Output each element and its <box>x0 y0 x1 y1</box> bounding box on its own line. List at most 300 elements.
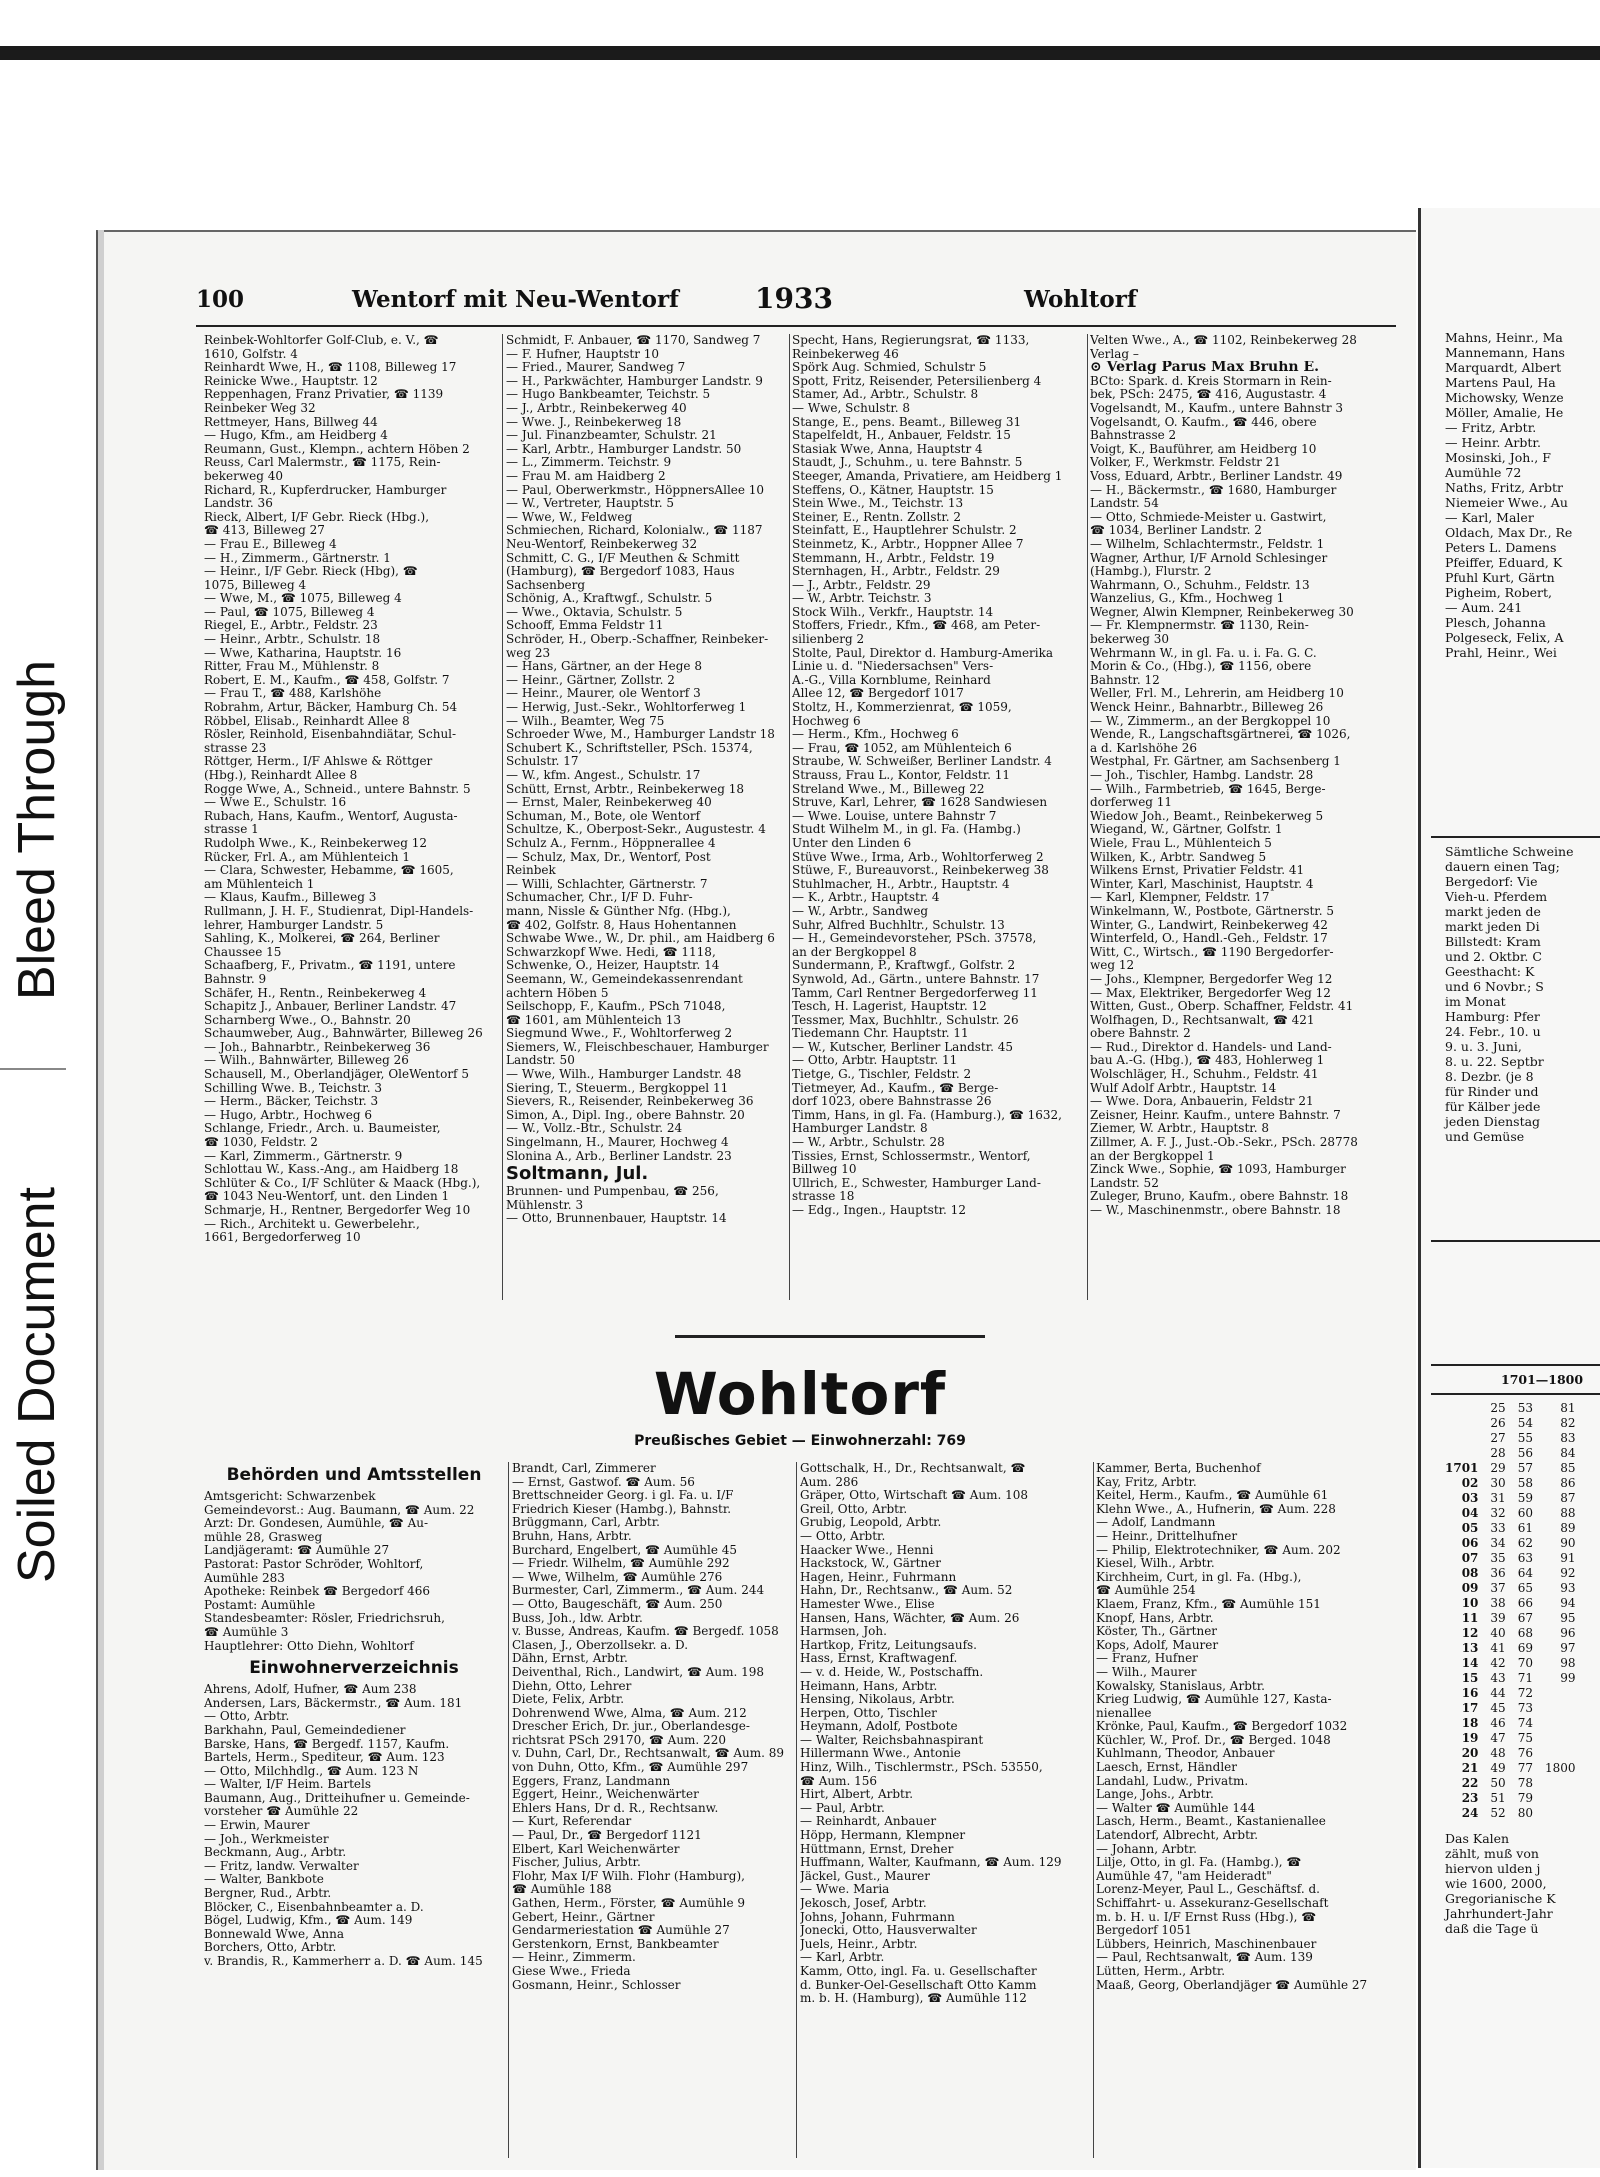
calendar-cell: 75 <box>1517 1731 1533 1745</box>
directory-entry: — Frau, ☎ 1052, am Mühlenteich 6 <box>792 741 1012 755</box>
directory-entry: Schmiechen, Richard, Kolonialw., ☎ 1187 <box>506 524 763 538</box>
directory-entry: Stoltz, H., Kommerzienrat, ☎ 1059, <box>792 701 1012 715</box>
calendar-row <box>1439 1791 1582 1806</box>
calendar-cell: 07 <box>1461 1551 1479 1565</box>
directory-entry: Schubert K., Schriftsteller, PSch. 15374, <box>506 741 753 755</box>
directory-entry: Schwenke, O., Heizer, Hauptstr. 14 <box>506 959 720 973</box>
calendar-cell: 83 <box>1560 1431 1576 1445</box>
bleed-through-text: Bleed Through <box>8 659 66 1001</box>
directory-entry: für Rinder und <box>1445 1084 1539 1099</box>
calendar-cell: 68 <box>1517 1626 1533 1640</box>
directory-entry: ☎ 1030, Feldstr. 2 <box>204 1136 318 1150</box>
calendar-cell: 62 <box>1517 1536 1533 1550</box>
directory-entry: Herpen, Otto, Tischler <box>800 1706 937 1720</box>
directory-entry: Huffmann, Walter, Kaufmann, ☎ Aum. 129 <box>800 1856 1062 1870</box>
directory-entry: Stamer, Ad., Arbtr., Schulstr. 8 <box>792 388 979 402</box>
directory-entry: Strauss, Frau L., Kontor, Feldstr. 11 <box>792 769 1011 782</box>
directory-entry: Spott, Fritz, Reisender, Petersilienberg 4 <box>792 374 1042 388</box>
directory-entry: Sahling, K., Molkerei, ☎ 264, Berliner <box>204 932 440 946</box>
directory-entry: Jonecki, Otto, Hausverwalter <box>800 1924 977 1938</box>
directory-entry: Hagen, Heinr., Fuhrmann <box>800 1570 957 1584</box>
directory-entry: — Reinhardt, Anbauer <box>800 1815 937 1829</box>
directory-entry: — Heinr. Arbtr. <box>1445 435 1541 450</box>
directory-entry: — Frau T., ☎ 488, Karlshöhe <box>204 687 382 701</box>
directory-entry: — Kurt, Referendar <box>512 1815 632 1829</box>
directory-entry: Haacker Wwe., Henni <box>800 1543 934 1557</box>
directory-entry: Specht, Hans, Regierungsrat, ☎ 1133, <box>792 334 1030 347</box>
calendar-table <box>1439 1401 1582 1821</box>
directory-entry: strasse 18 <box>792 1190 855 1204</box>
directory-entry: Gerstenkorn, Ernst, Bankbeamter <box>512 1937 719 1951</box>
directory-entry: Harmsen, Joh. <box>800 1625 887 1639</box>
directory-entry: Schaumweber, Aug., Bahnwärter, Billeweg 26 <box>204 1027 483 1041</box>
directory-entry: Schultze, K., Oberpost-Sekr., Augustestr. 4 <box>506 823 766 837</box>
directory-entry: Struve, Karl, Lehrer, ☎ 1628 Sandwiesen <box>792 796 1048 810</box>
directory-entry: Steinfatt, E., Hauptlehrer Schulstr. 2 <box>792 524 1017 538</box>
calendar-cell: 42 <box>1490 1656 1506 1670</box>
calendar-cell: 24 <box>1461 1806 1479 1820</box>
directory-entry: strasse 23 <box>204 741 267 755</box>
calendar-cell: 48 <box>1490 1746 1506 1760</box>
directory-entry: Reinbeker Weg 32 <box>204 401 316 415</box>
calendar-cell: 37 <box>1490 1581 1506 1595</box>
calendar-cell: 22 <box>1461 1776 1479 1790</box>
directory-entry: Landstr. 36 <box>204 497 273 511</box>
directory-entry: — W., Arbtr., Sandweg <box>792 904 929 918</box>
calendar-cell: 31 <box>1490 1491 1506 1505</box>
directory-entry: Das Kalen <box>1445 1831 1510 1846</box>
calendar-cell: 1800 <box>1544 1761 1576 1775</box>
calendar-cell: 34 <box>1490 1536 1506 1550</box>
calendar-cell <box>1539 1731 1582 1746</box>
directory-entry: — Herm., Bäcker, Teichstr. 3 <box>204 1095 379 1109</box>
directory-entry: Schwabe Wwe., W., Dr. phil., am Haidberg 6 <box>506 932 775 946</box>
directory-entry: — Philip, Elektrotechniker, ☎ Aum. 202 <box>1096 1543 1341 1557</box>
directory-entry: Höpp, Hermann, Klempner <box>800 1829 966 1843</box>
directory-column-3 <box>792 334 1086 1302</box>
directory-entry: Hillermann Wwe., Antonie <box>800 1747 961 1761</box>
directory-entry: Chaussee 15 <box>204 945 282 959</box>
directory-entry: — W., Maschinenmstr., obere Bahnstr. 18 <box>1090 1204 1341 1217</box>
directory-entry: v. Busse, Andreas, Kaufm. ☎ Bergedf. 1058 <box>512 1625 779 1639</box>
calendar-cell <box>1439 1431 1484 1446</box>
directory-entry: Jahrhundert-Jahr <box>1445 1906 1553 1921</box>
directory-entry: Schulz A., Fernm., Höppnerallee 4 <box>506 836 716 850</box>
calendar-cell: 87 <box>1560 1491 1576 1505</box>
calendar-row <box>1439 1731 1582 1746</box>
directory-entry: Simon, A., Dipl. Ing., obere Bahnstr. 20 <box>506 1108 745 1122</box>
calendar-cell: 60 <box>1517 1506 1533 1520</box>
directory-entry: Hamburger Landstr. 8 <box>792 1122 928 1136</box>
directory-entry: Wagner, Arthur, I/F Arnold Schlesinger <box>1090 551 1328 565</box>
calendar-cell: 56 <box>1517 1446 1533 1460</box>
directory-entry: Tietmeyer, Ad., Kaufm., ☎ Berge- <box>792 1081 999 1095</box>
directory-entry: Sundermann, P., Kraftwgf., Golfstr. 2 <box>792 959 1016 973</box>
directory-entry: Kowalsky, Stanislaus, Arbtr. <box>1096 1679 1265 1693</box>
calendar-row <box>1439 1611 1582 1626</box>
directory-entry: (Hbg.), Reinhardt Allee 8 <box>204 769 358 782</box>
directory-entry: Velten Wwe., A., ☎ 1102, Reinbekerweg 28 <box>1090 334 1357 347</box>
advert-verlag: ⊙ Verlag Parus Max Bruhn E. <box>1090 361 1320 375</box>
side-label-divider <box>0 1068 66 1070</box>
calendar-cell: 14 <box>1461 1656 1479 1670</box>
directory-entry: Siemers, W., Fleischbeschauer, Hamburger <box>506 1040 769 1054</box>
directory-entry: Schäfer, H., Rentn., Reinbekerweg 4 <box>204 986 427 1000</box>
directory-entry: Röttger, Herm., I/F Ahlswe & Röttger <box>204 755 433 769</box>
calendar-cell: 89 <box>1560 1521 1576 1535</box>
directory-entry: strasse 1 <box>204 823 259 837</box>
directory-entry: Suhr, Alfred Buchhltr., Schulstr. 13 <box>792 918 1005 932</box>
directory-entry: — Hugo, Kfm., am Heidberg 4 <box>204 429 388 443</box>
calendar-cell: 27 <box>1490 1431 1506 1445</box>
calendar-cell <box>1539 1791 1582 1806</box>
directory-entry: Klaem, Franz, Kfm., ☎ Aumühle 151 <box>1096 1597 1321 1611</box>
directory-entry: Tessmer, Max, Buchhltr., Schulstr. 26 <box>792 1013 1019 1027</box>
calendar-row <box>1439 1746 1582 1761</box>
directory-entry: Seilschopp, F., Kaufm., PSch 71048, <box>506 1000 726 1014</box>
directory-entry: Latendorf, Albrecht, Arbtr. <box>1096 1829 1259 1843</box>
directory-entry: — Otto, Brunnenbauer, Hauptstr. 14 <box>506 1212 727 1226</box>
directory-entry: Lübbers, Heinrich, Maschinenbauer <box>1096 1937 1317 1951</box>
calendar-cell: 50 <box>1490 1776 1506 1790</box>
calendar-cell: 21 <box>1461 1761 1479 1775</box>
directory-entry: — Paul, Rechtsanwalt, ☎ Aum. 139 <box>1096 1951 1313 1965</box>
calendar-cell: 97 <box>1560 1641 1576 1655</box>
directory-entry: — Paul, Dr., ☎ Bergedorf 1121 <box>512 1829 702 1843</box>
calendar-cell: 19 <box>1461 1731 1479 1745</box>
directory-entry: Stüwe, F., Bureauvorst., Reinbekerweg 38 <box>792 864 1049 878</box>
directory-entry: v. Duhn, Carl, Dr., Rechtsanwalt, ☎ Aum. 89 <box>512 1747 785 1761</box>
directory-entry: — Hans, Gärtner, an der Hege 8 <box>506 660 702 674</box>
directory-entry: Wolfhagen, D., Rechtsanwalt, ☎ 421 <box>1090 1013 1315 1027</box>
calendar-cell: 15 <box>1461 1671 1479 1685</box>
directory-entry: Schapitz J., Anbauer, Berliner Landstr. 47 <box>204 1000 457 1014</box>
directory-entry: Synwold, Ad., Gärtn., untere Bahnstr. 17 <box>792 972 1040 986</box>
directory-entry: BCto: Spark. d. Kreis Stormarn in Rein- <box>1090 374 1332 388</box>
calendar-cell <box>1439 1416 1484 1431</box>
directory-entry: hiervon ulden j <box>1445 1861 1541 1876</box>
directory-entry: Billstedt: Kram <box>1445 934 1541 949</box>
directory-entry: vorsteher ☎ Aumühle 22 <box>204 1805 359 1819</box>
directory-entry: Gräper, Otto, Wirtschaft ☎ Aum. 108 <box>800 1489 1029 1503</box>
directory-entry: Rubach, Hans, Kaufm., Wentorf, Augusta- <box>204 809 458 823</box>
directory-entry: Wiele, Frau L., Mühlenteich 5 <box>1090 836 1272 850</box>
directory-entry: Jäckel, Gust., Maurer <box>800 1869 931 1883</box>
calendar-row <box>1439 1491 1582 1506</box>
directory-entry: 9. u. 3. Juni, <box>1445 1039 1522 1054</box>
directory-column-2 <box>506 334 788 1302</box>
calendar-cell: 12 <box>1461 1626 1479 1640</box>
calendar-row <box>1439 1761 1582 1776</box>
directory-entry: Barkhahn, Paul, Gemeindediener <box>204 1723 406 1737</box>
directory-entry: Scharnberg Wwe., O., Bahnstr. 20 <box>204 1013 411 1027</box>
directory-entry: — Johann, Arbtr. <box>1096 1842 1197 1856</box>
directory-entry: — Otto, Arbtr. <box>204 1710 290 1724</box>
directory-entry: Sternhagen, H., Arbtr., Feldstr. 29 <box>792 565 1000 579</box>
directory-entry: — H., Parkwächter, Hamburger Landstr. 9 <box>506 374 763 388</box>
directory-entry: Kiesel, Wilh., Arbtr. <box>1096 1557 1215 1571</box>
directory-entry: Gregorianische K <box>1445 1891 1556 1906</box>
directory-entry: Bergner, Rud., Arbtr. <box>204 1887 332 1901</box>
directory-entry: Seemann, W., Gemeindekassenrendant <box>506 972 743 986</box>
calendar-cell: 43 <box>1490 1671 1506 1685</box>
directory-entry: Krieg Ludwig, ☎ Aumühle 127, Kasta- <box>1096 1693 1332 1707</box>
directory-entry: — Otto, Arbtr. <box>800 1529 886 1543</box>
calendar-cell: 10 <box>1461 1596 1479 1610</box>
directory-entry: Zuleger, Bruno, Kaufm., obere Bahnstr. 18 <box>1090 1190 1349 1204</box>
calendar-row <box>1439 1581 1582 1596</box>
directory-entry: Aumühle 47, "am Heideradt" <box>1096 1869 1272 1883</box>
calendar-cell: 57 <box>1517 1461 1533 1475</box>
directory-entry: a d. Karlshöhe 26 <box>1090 741 1197 755</box>
directory-entry: Brunnen- und Pumpenbau, ☎ 256, <box>506 1185 719 1199</box>
directory-entry: Stein Wwe., M., Teichstr. 13 <box>792 497 964 511</box>
directory-entry: dorf 1023, obere Bahnstrasse 26 <box>792 1095 992 1109</box>
calendar-cell: 79 <box>1517 1791 1533 1805</box>
directory-entry: — Heinr., I/F Gebr. Rieck (Hbg), ☎ <box>204 565 418 579</box>
directory-entry: 8. Dezbr. (je 8 <box>1445 1069 1534 1084</box>
directory-entry: Allee 12, ☎ Bergedorf 1017 <box>792 687 964 701</box>
directory-entry: Drescher Erich, Dr. jur., Oberlandesge- <box>512 1720 750 1734</box>
directory-entry: Reinbekerweg 46 <box>792 347 899 361</box>
directory-entry: Verlag – <box>1090 347 1139 361</box>
directory-entry: Elbert, Karl Weichenwärter <box>512 1842 680 1856</box>
directory-entry: Sievers, R., Reisender, Reinbekerweg 36 <box>506 1095 754 1109</box>
directory-entry: Stemmann, H., Arbtr., Feldstr. 19 <box>792 551 995 565</box>
directory-entry: Straube, W. Schweißer, Berliner Landstr. 4 <box>792 755 1052 769</box>
directory-entry: Ritter, Frau M., Mühlenstr. 8 <box>204 660 380 674</box>
directory-entry: Aumühle 72 <box>1445 465 1522 480</box>
adjacent-page-rule <box>1431 1240 1600 1242</box>
calendar-cell: 58 <box>1517 1476 1533 1490</box>
directory-entry: Oldach, Max Dr., Re <box>1445 525 1573 540</box>
directory-entry: — Fr. Klempnermstr. ☎ 1130, Rein- <box>1090 619 1309 633</box>
directory-entry: — Walter, Bankbote <box>204 1873 324 1887</box>
directory-entry: Winkelmann, W., Postbote, Gärtnerstr. 5 <box>1090 904 1334 918</box>
directory-entry: Plesch, Johanna <box>1445 615 1546 630</box>
directory-entry: m. b. H. (Hamburg), ☎ Aumühle 112 <box>800 1992 1027 2006</box>
calendar-cell <box>1539 1806 1582 1821</box>
directory-entry: — Karl, Zimmerm., Gärtnerstr. 9 <box>204 1149 403 1163</box>
directory-entry: bau A.-G. (Hbg.), ☎ 483, Hohlerweg 1 <box>1090 1054 1325 1068</box>
directory-entry: — Frau E., Billeweg 4 <box>204 537 337 551</box>
directory-entry: Wegner, Alwin Klempner, Reinbekerweg 30 <box>1090 605 1354 619</box>
wohltorf-column-3 <box>800 1462 1090 2162</box>
soiled-document-text: Soiled Document <box>8 1187 66 1583</box>
directory-entry: Marquardt, Albert <box>1445 360 1562 375</box>
directory-entry: Wolschläger, H., Schuhm., Feldstr. 41 <box>1090 1068 1319 1082</box>
directory-entry: Apotheke: Reinbek ☎ Bergedorf 466 <box>204 1585 431 1599</box>
directory-entry: Westphal, Fr. Gärtner, am Sachsenberg 1 <box>1090 755 1341 769</box>
directory-entry: — Wwe, W., Feldweg <box>506 510 633 524</box>
calendar-row <box>1439 1776 1582 1791</box>
directory-entry: Blöcker, C., Eisenbahnbeamter a. D. <box>204 1900 424 1914</box>
directory-entry: — Fritz, Arbtr. <box>1445 420 1537 435</box>
directory-entry: Rücker, Frl. A., am Mühlenteich 1 <box>204 850 410 864</box>
directory-entry: Aumühle 283 <box>204 1571 285 1585</box>
calendar-cell: 78 <box>1517 1776 1533 1790</box>
directory-entry: Gendarmeriestation ☎ Aumühle 27 <box>512 1924 730 1938</box>
directory-entry: Schooff, Emma Feldstr 11 <box>506 619 664 633</box>
directory-entry: Möller, Amalie, He <box>1445 405 1564 420</box>
calendar-cell: 93 <box>1560 1581 1576 1595</box>
directory-entry: Barske, Hans, ☎ Bergedf. 1157, Kaufm. <box>204 1737 450 1751</box>
residents-heading: Einwohnerverzeichnis <box>249 1658 459 1679</box>
calendar-cell <box>1539 1686 1582 1701</box>
directory-entry: — Karl, Arbtr. <box>800 1951 885 1965</box>
directory-entry: Bahnstr. 9 <box>204 972 267 986</box>
directory-entry: Vogelsandt, M., Kaufm., untere Bahnstr 3 <box>1090 401 1344 415</box>
adjacent-page-list <box>1421 330 1600 660</box>
directory-entry: und Gemüse <box>1445 1129 1525 1144</box>
directory-entry: Schröder, H., Oberp.-Schaffner, Reinbeker- <box>506 633 769 647</box>
directory-entry: Brüggmann, Carl, Arbtr. <box>512 1516 660 1530</box>
column-divider <box>796 1462 797 2158</box>
directory-entry: Spörk Aug. Schmied, Schulstr 5 <box>792 361 987 375</box>
column-divider <box>1093 1462 1094 2158</box>
directory-entry: Beckmann, Aug., Arbtr. <box>204 1846 347 1860</box>
directory-entry: Geesthacht: K <box>1445 964 1535 979</box>
directory-entry: Schlüter & Co., I/F Schlüter & Maack (Hbg.), <box>204 1176 481 1190</box>
directory-entry: zählt, muß von <box>1445 1846 1539 1861</box>
directory-entry: — Wwe. Maria <box>800 1883 890 1897</box>
directory-entry: Kay, Fritz, Arbtr. <box>1096 1475 1197 1489</box>
directory-entry: Reumann, Gust., Klempn., achtern Höben 2 <box>204 442 470 456</box>
directory-entry: Robert, E. M., Kaufm., ☎ 458, Golfstr. 7 <box>204 673 450 687</box>
calendar-cell <box>1539 1716 1582 1731</box>
calendar-cell: 46 <box>1490 1716 1506 1730</box>
directory-entry: Amtsgericht: Schwarzenbek <box>204 1490 376 1503</box>
directory-entry: daß die Tage ü <box>1445 1921 1539 1936</box>
directory-entry: — Erwin, Maurer <box>204 1819 310 1833</box>
directory-entry: Stoffers, Friedr., Kfm., ☎ 468, am Peter- <box>792 619 1041 633</box>
calendar-cell: 94 <box>1560 1596 1576 1610</box>
calendar-cell: 92 <box>1560 1566 1576 1580</box>
directory-entry: — Wilhelm, Schlachtermstr., Feldstr. 1 <box>1090 537 1325 551</box>
directory-entry: Baumann, Aug., Dritteihufner u. Gemeinde- <box>204 1791 470 1805</box>
column-divider <box>502 334 503 1300</box>
directory-entry: Hensing, Nikolaus, Arbtr. <box>800 1693 955 1707</box>
directory-entry: Lilje, Otto, in gl. Fa. (Hambg.), ☎ <box>1096 1856 1302 1870</box>
directory-entry: Schmidt, F. Anbauer, ☎ 1170, Sandweg 7 <box>506 334 761 347</box>
directory-entry: m. b. H. u. I/F Ernst Russ (Hbg.), ☎ <box>1096 1910 1317 1924</box>
directory-entry: — W., Arbtr. Teichstr. 3 <box>792 592 932 606</box>
directory-entry: Hochweg 6 <box>792 714 861 728</box>
directory-column-4 <box>1090 334 1398 1302</box>
directory-entry: Pastorat: Pastor Schröder, Wohltorf, <box>204 1557 424 1571</box>
directory-entry: — W., Vertreter, Hauptstr. 5 <box>506 497 675 511</box>
directory-entry: Brandt, Carl, Zimmerer <box>512 1462 656 1475</box>
directory-entry: — Heinr., Zimmerm. <box>512 1951 636 1965</box>
directory-entry: Winterfeld, O., Handl.-Geh., Feldstr. 17 <box>1090 932 1328 946</box>
directory-entry: markt jeden de <box>1445 904 1541 919</box>
directory-entry: bek, PSch: 2475, ☎ 416, Augustastr. 4 <box>1090 388 1327 402</box>
directory-entry: — Otto, Schmiede-Meister u. Gastwirt, <box>1090 510 1327 524</box>
directory-entry: — Wilh., Bahnwärter, Billeweg 26 <box>204 1054 409 1068</box>
directory-entry: Schiffahrt- u. Assekuranz-Gesellschaft <box>1096 1897 1329 1910</box>
calendar-cell: 66 <box>1517 1596 1533 1610</box>
directory-entry: — J., Arbtr., Feldstr. 29 <box>792 578 931 592</box>
directory-entry: ☎ 413, Billeweg 27 <box>204 524 325 538</box>
calendar-cell <box>1539 1701 1582 1716</box>
authorities-heading: Behörden und Amtsstellen <box>226 1465 482 1485</box>
directory-entry: Martens Paul, Ha <box>1445 375 1556 390</box>
directory-entry: — Walter ☎ Aumühle 144 <box>1096 1801 1256 1815</box>
directory-entry: — Karl, Klempner, Feldstr. 17 <box>1090 891 1270 905</box>
directory-entry: Pfuhl Kurt, Gärtn <box>1445 570 1555 585</box>
directory-entry: Flohr, Max I/F Wilh. Flohr (Hamburg), <box>512 1869 745 1883</box>
wohltorf-column-2 <box>512 1462 794 2162</box>
directory-entry: Hauptlehrer: Otto Diehn, Wohltorf <box>204 1639 414 1653</box>
directory-entry: — W., Arbtr., Schulstr. 28 <box>792 1136 945 1150</box>
calendar-cell: 20 <box>1461 1746 1479 1760</box>
directory-entry: — Fried., Maurer, Sandweg 7 <box>506 361 686 375</box>
directory-entry: Hartkop, Fritz, Leitungsaufs. <box>800 1638 977 1652</box>
column-divider <box>1087 334 1088 1300</box>
calendar-cell: 18 <box>1461 1716 1479 1730</box>
directory-entry: Ullrich, E., Schwester, Hamburger Land- <box>792 1176 1041 1190</box>
directory-entry: Lasch, Herm., Beamt., Kastanienallee <box>1096 1815 1326 1829</box>
directory-entry: ☎ 1034, Berliner Landstr. 2 <box>1090 524 1262 538</box>
directory-entry: Richard, R., Kupferdrucker, Hamburger <box>204 483 447 497</box>
directory-entry: Hackstock, W., Gärtner <box>800 1557 941 1571</box>
directory-entry: Wehrmann W., in gl. Fa. u. i. Fa. G. C. <box>1090 646 1317 660</box>
directory-entry: Burchard, Engelbert, ☎ Aumühle 45 <box>512 1543 738 1557</box>
directory-entry: Gebert, Heinr., Gärtner <box>512 1910 655 1924</box>
calendar-row <box>1439 1431 1582 1446</box>
calendar-cell: 53 <box>1517 1401 1533 1415</box>
directory-entry: Peters L. Damens <box>1445 540 1557 555</box>
directory-entry: — Karl, Maler <box>1445 510 1534 525</box>
directory-entry: ☎ 1043 Neu-Wentorf, unt. den Linden 1 <box>204 1190 450 1204</box>
calendar-row <box>1439 1401 1582 1416</box>
calendar-cell: 45 <box>1490 1701 1506 1715</box>
calendar-cell: 33 <box>1490 1521 1506 1535</box>
directory-entry: Voigt, K., Bauführer, am Heidberg 10 <box>1090 442 1317 456</box>
directory-entry: Tesch, H. Lagerist, Hauptstr. 12 <box>792 1000 987 1014</box>
directory-entry: — Wwe, M., ☎ 1075, Billeweg 4 <box>204 592 402 606</box>
directory-entry: Landahl, Ludw., Privatm. <box>1096 1774 1249 1788</box>
directory-entry: Zeisner, Heinr. Kaufm., untere Bahnstr. 7 <box>1090 1108 1341 1122</box>
directory-entry: Steffens, O., Kätner, Hauptstr. 15 <box>792 483 994 497</box>
scan-top-band <box>0 46 1600 60</box>
directory-entry: Dohrenwend Wwe, Alma, ☎ Aum. 212 <box>512 1706 747 1720</box>
directory-entry: — Heinr., Gärtner, Zollstr. 2 <box>506 673 675 687</box>
page-number: 100 <box>196 286 245 313</box>
calendar-cell: 30 <box>1490 1476 1506 1490</box>
calendar-cell: 16 <box>1461 1686 1479 1700</box>
directory-entry: Witt, C., Wirtsch., ☎ 1190 Bergedorfer- <box>1090 945 1334 959</box>
calendar-row <box>1439 1716 1582 1731</box>
calendar-row <box>1439 1596 1582 1611</box>
directory-entry: — F. Hufner, Hauptstr 10 <box>506 347 660 361</box>
directory-entry: Schmarje, H., Rentner, Bergedorfer Weg 10 <box>204 1204 471 1217</box>
directory-entry: (Hamburg), ☎ Bergedorf 1083, Haus <box>506 565 735 579</box>
calendar-row <box>1439 1476 1582 1491</box>
calendar-cell: 40 <box>1490 1626 1506 1640</box>
directory-entry: bekerweg 40 <box>204 469 284 483</box>
calendar-row <box>1439 1566 1582 1581</box>
directory-entry: Tietge, G., Tischler, Feldstr. 2 <box>792 1068 972 1082</box>
directory-entry: — Wwe. Dora, Anbauerin, Feldstr 21 <box>1090 1095 1314 1109</box>
directory-entry: — Heinr., Maurer, ole Wentorf 3 <box>506 687 701 701</box>
calendar-cell: 82 <box>1560 1416 1576 1430</box>
directory-entry: — W., Vollz.-Btr., Schulstr. 24 <box>506 1122 683 1136</box>
directory-entry: Siegmund Wwe., F., Wohltorferweg 2 <box>506 1027 733 1041</box>
directory-entry: — Wwe, Schulstr. 8 <box>792 401 911 415</box>
directory-entry: Kammer, Berta, Buchenhof <box>1096 1462 1261 1475</box>
calendar-cell: 11 <box>1461 1611 1479 1625</box>
